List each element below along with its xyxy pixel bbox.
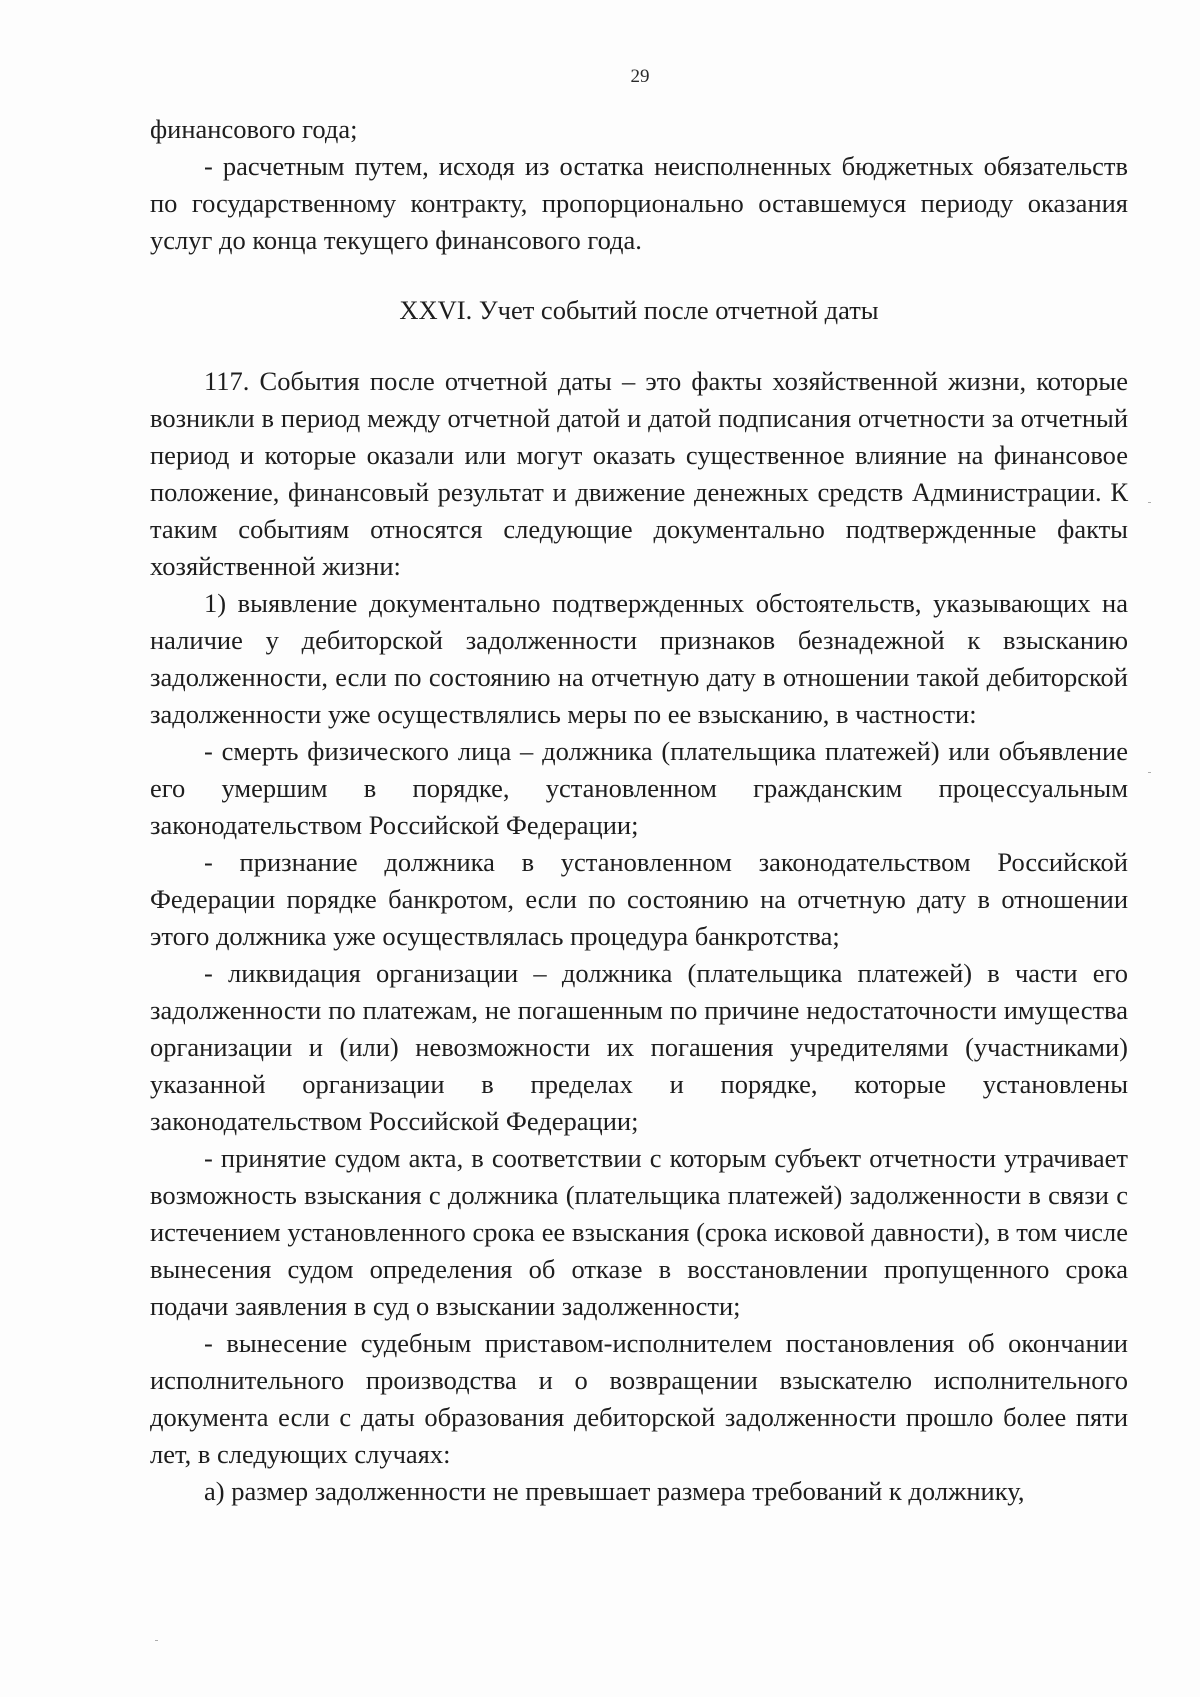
bullet-bailiff-decision: - вынесение судебным приставом-исполнителем постановления об окончании исполнительного производства и о возвращении взыскателю исполнительного документа если с даты образования дебиторской задолженности прошло более пяти лет, в следующих случаях: [150,1328,1128,1469]
section-heading: XXVI. Учет событий после отчетной даты [399,295,879,325]
bullet-bankruptcy: - признание должника в установленном законодательством Российской Федерации порядке банкротом, если по состоянию на отчетную дату в отношении этого должника уже осуществлялась процедура банкротства; [150,847,1128,951]
scan-speck [1148,772,1151,773]
paragraph-117: 117. События после отчетной даты – это факты хозяйственной жизни, которые возникли в период между отчетной датой и датой подписания отчетности за отчетный период и которые оказали или могут оказать существенное влияние на финансовое положение, финансовый результат и движение денежных средств Администрации. К таким событиям относятся следующие документально подтвержденные факты хозяйственной жизни: [150,366,1128,581]
scan-speck [1148,502,1151,503]
bullet-liquidation: - ликвидация организации – должника (плательщика платежей) в части его задолженности по платежам, не погашенным по причине недостаточности имущества организации и (или) невозможности их погашения учредителями (участниками) указанной организации в пределах и порядке, которые установлены законодательством Российской Федерации; [150,958,1128,1136]
bullet-death-of-debtor: - смерть физического лица – должника (плательщика платежей) или объявление его умершим в порядке, установленном гражданским процессуальным законодательством Российской Федерации; [150,736,1128,840]
paragraph-calculation-method: - расчетным путем, исходя из остатка неисполненных бюджетных обязательств по государственному контракту, пропорционально оставшемуся периоду оказания услуг до конца текущего финансового года. [150,151,1128,255]
paragraph-continuation: финансового года; [150,114,358,144]
page-number: 29 [630,66,650,87]
document-body [150,111,1128,1510]
sub-item-a: а) размер задолженности не превышает размера требований к должнику, [204,1476,1025,1506]
bullet-court-act: - принятие судом акта, в соответствии с которым субъект отчетности утрачивает возможность взыскания с должника (плательщика платежей) задолженности в связи с истечением установленного срока ее взыскания (срока исковой давности), в том числе вынесения судом определения об отказе в восстановлении пропущенного срока подачи заявления в суд о взыскании задолженности; [150,1143,1128,1321]
scan-speck [155,1640,158,1641]
list-item-1: 1) выявление документально подтвержденных обстоятельств, указывающих на наличие у дебиторской задолженности признаков безнадежной к взысканию задолженности, если по состоянию на отчетную дату в отношении такой дебиторской задолженности уже осуществлялись меры по ее взысканию, в частности: [150,588,1128,729]
